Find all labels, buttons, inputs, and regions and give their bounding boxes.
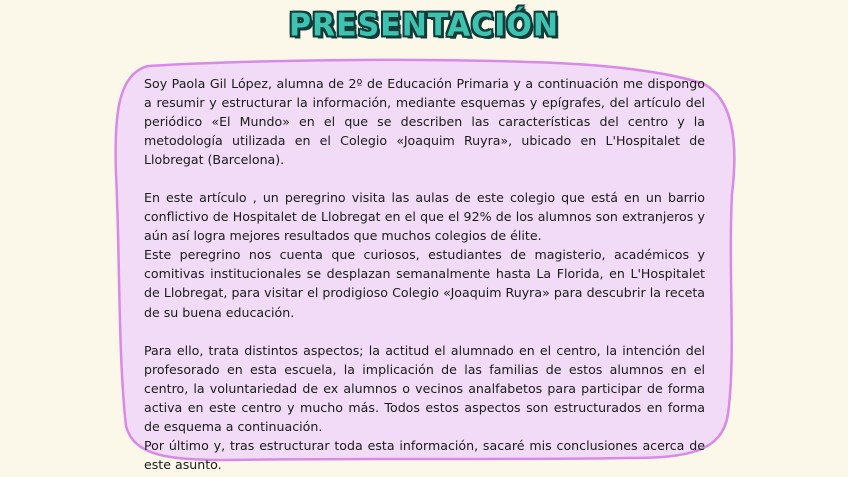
presentation-text [144, 74, 705, 474]
paragraph-article-summary: En este artículo , un peregrino visita las aulas de este colegio que está en un barrio conflictivo de Hospitalet de Llobregat en el que el 92% de los alumnos son extranjeros y aún así logra mejores resultados que muchos colegios de élite. [144, 190, 705, 244]
paragraph-aspects: Para ello, trata distintos aspectos; la actitud el alumnado en el centro, la intención del profesorado en esta escuela, la implicación de las familias de estos alumnos en el centro, la voluntariedad de ex alumnos o vecinos analfabetos para participar de forma activa en este centro y mucho más. Todos estos aspectos son estructurados en forma de esquema a continuación. [144, 342, 705, 434]
paragraph-gap [144, 169, 705, 188]
paragraph-gap [144, 322, 705, 341]
slide-title: PRESENTACIÓN [289, 7, 559, 44]
paragraph-visitors: Este peregrino nos cuenta que curiosos, estudiantes de magisterio, académicos y comitivas institucionales se desplazan semanalmente hasta La Florida, en L'Hospitalet de Llobregat, para visitar el prodigioso Colegio «Joaquim Ruyra» para descubrir la receta de su buena educación. [144, 247, 705, 320]
paragraph-intro: Soy Paola Gil López, alumna de 2º de Educación Primaria y a continuación me dispongo a resumir y estructurar la información, mediante esquemas y epígrafes, del artículo del periódico «El Mundo» en el que se describen las características del centro y la metodología utilizada en el Colegio «Joaquim Ruyra», ubicado en L'Hospitalet de Llobregat (Barcelona). [144, 76, 705, 168]
paragraph-conclusion: Por último y, tras estructurar toda esta información, sacaré mis conclusiones acerca de este asunto. [144, 437, 705, 472]
